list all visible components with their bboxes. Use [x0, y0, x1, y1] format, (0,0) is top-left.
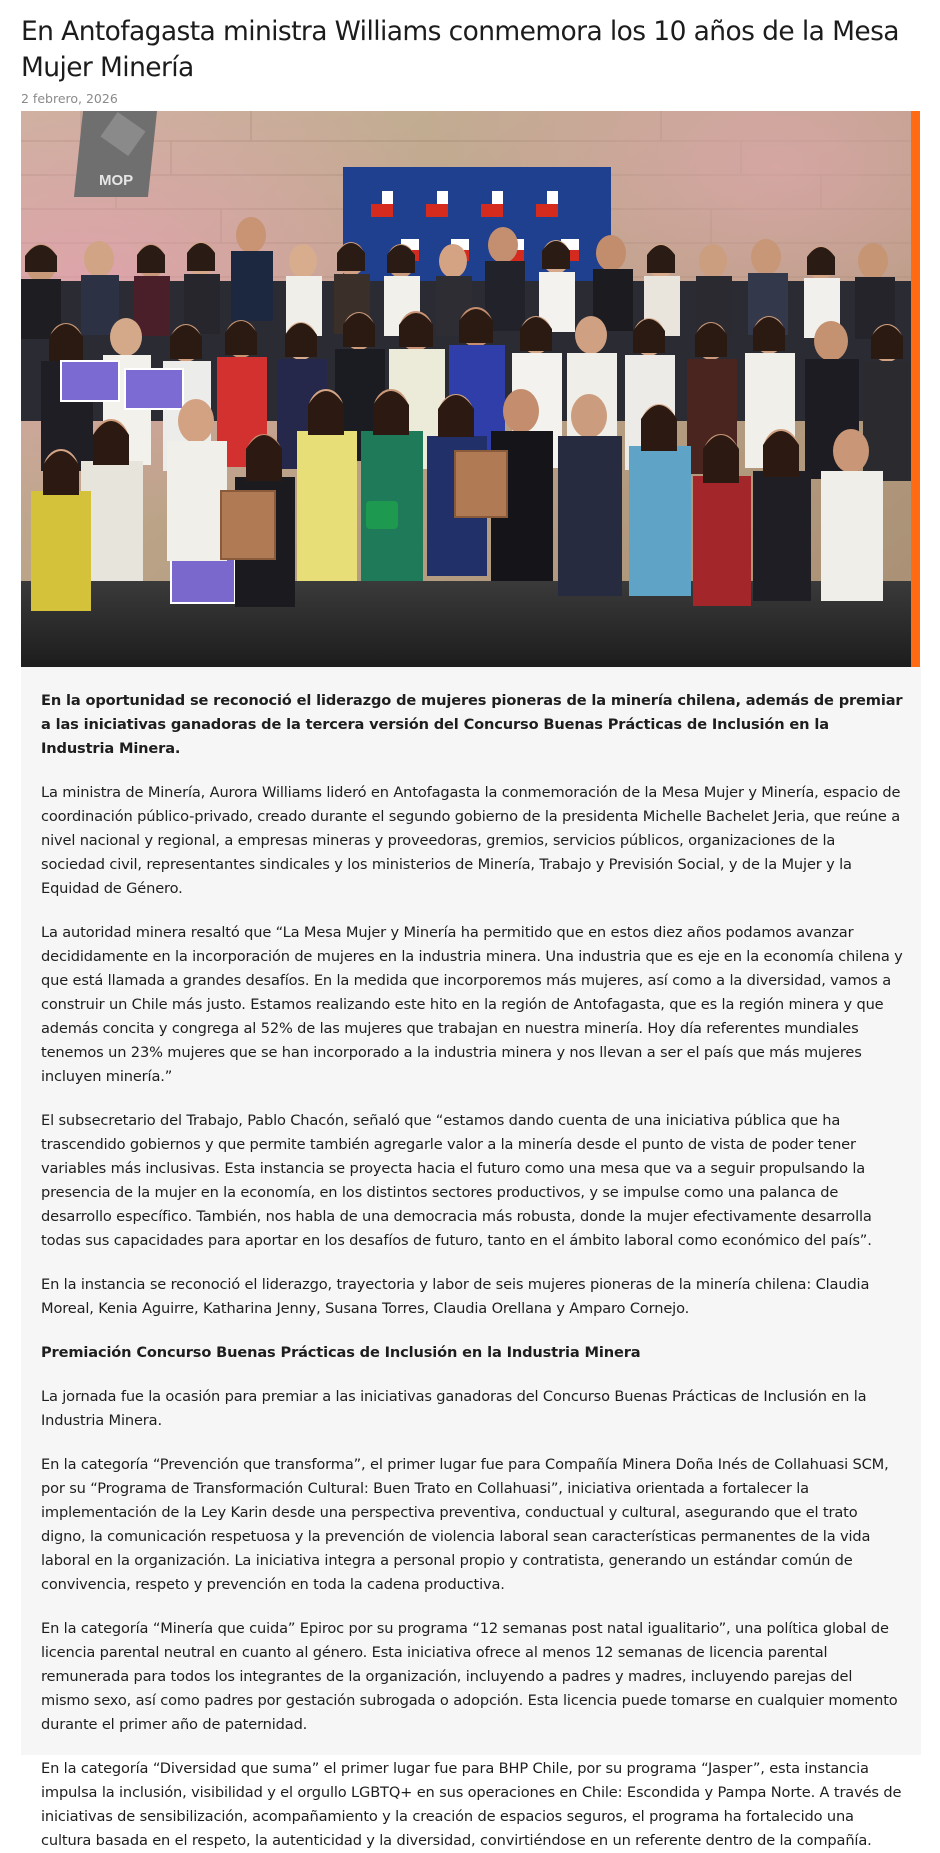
article-paragraph: La jornada fue la ocasión para premiar a las iniciativas ganadoras del Concurso Buenas Prácticas de Inclusión en la Industria Minera.	[41, 1388, 867, 1429]
article-body	[21, 667, 921, 1849]
article-paragraph: En la instancia se reconoció el liderazgo, trayectoria y labor de seis mujeres pioneras de la minería chilena: Claudia Moreal, Kenia Aguirre, Katharina Jenny, Susana Torres, Claudia Orellana y Amparo Cornejo.	[41, 1276, 870, 1317]
article-paragraph: En la categoría “Prevención que transforma”, el primer lugar fue para Compañía Minera Doña Inés de Collahuasi SCM, por su “Programa de Transformación Cultural: Buen Trato en Collahuasi”, iniciativa orientada a fortalecer la implementación de la Ley Karin desde una perspectiva preventiva, conductual y cultural, asegurando que el trato digno, la comunicación respetuosa y la prevención de violencia laboral sean características permanentes de la vida laboral en la organización. La iniciativa integra a personal propio y contratista, generando un estándar común de convivencia, respeto y prevención en toda la cadena productiva.	[41, 1456, 889, 1593]
article-paragraph: La autoridad minera resaltó que “La Mesa Mujer y Minería ha permitido que en estos diez años podamos avanzar decididamente en la incorporación de mujeres en la industria minera. Una industria que es eje en la economía chilena y que está llamada a grandes desafíos. En la medida que incorporemos más mujeres, así como a la diversidad, vamos a construir un Chile más justo. Estamos realizando este hito en la región de Antofagasta, que es la región minera y que además concita y congrega al 52% de las mujeres que trabajan en nuestra minería. Hoy día referentes mundiales tenemos un 23% mujeres que se han incorporado a la industria minera y nos llevan a ser el país que más mujeres incluyen minería.”	[41, 924, 903, 1085]
accent-bar	[911, 111, 920, 671]
article-photo	[21, 111, 911, 667]
article-lead: En la oportunidad se reconoció el liderazgo de mujeres pioneras de la minería chilena, además de premiar a las iniciativas ganadoras de la tercera versión del Concurso Buenas Prácticas de Inclusión en la Industria Minera.	[41, 692, 903, 757]
article-subheading: Premiación Concurso Buenas Prácticas de Inclusión en la Industria Minera	[41, 1344, 641, 1361]
article-date: 2 febrero, 2026	[21, 91, 118, 106]
article-paragraph: En la categoría “Diversidad que suma” el primer lugar fue para BHP Chile, por su programa “Jasper”, esta instancia impulsa la inclusión, visibilidad y el orgullo LGBTQ+ en sus operaciones en Chile: Escondida y Pampa Norte. A través de iniciativas de sensibilización, acompañamiento y la creación de espacios seguros, el programa ha fortalecido una cultura basada en el respeto, la autenticidad y la diversidad, convirtiéndose en un referente dentro de la compañía.	[41, 1760, 902, 1849]
mop-sign	[74, 111, 157, 197]
article-paragraph: El subsecretario del Trabajo, Pablo Chacón, señaló que “estamos dando cuenta de una iniciativa pública que ha trascendido gobiernos y que permite también agregarle valor a la minería desde el punto de vista de poder tener variables más inclusivas. Esta instancia se proyecta hacia el futuro como una mesa que va a seguir propulsando la presencia de la mujer en la economía, en los distintos sectores productivos, y se impulse como una palanca de desarrollo específico. También, nos habla de una democracia más robusta, donde la mujer efectivamente desarrolla todas sus capacidades para aportar en los desafíos de futuro, tanto en el ámbito laboral como económico del país”.	[41, 1112, 872, 1249]
article-paragraph: En la categoría “Minería que cuida” Epiroc por su programa “12 semanas post natal igualitario”, una política global de licencia parental neutral en cuanto al género. Esta iniciativa ofrece al menos 12 semanas de licencia parental remunerada para todos los integrantes de la organización, incluyendo a padres y madres, incluyendo parejas del mismo sexo, así como padres por gestación subrogada o adopción. Esta licencia puede tomarse en cualquier momento durante el primer año de paternidad.	[41, 1620, 898, 1733]
svg-text:MOP: MOP	[99, 172, 134, 189]
article-title: En Antofagasta ministra Williams conmemora los 10 años de la Mesa Mujer Minería	[21, 16, 899, 83]
article-paragraph: La ministra de Minería, Aurora Williams lideró en Antofagasta la conmemoración de la Mesa Mujer y Minería, espacio de coordinación público-privado, creado durante el segundo gobierno de la presidenta Michelle Bachelet Jeria, que reúne a nivel nacional y regional, a empresas mineras y proveedoras, gremios, servicios públicos, organizaciones de la sociedad civil, representantes sindicales y los ministerios de Minería, Trabajo y Previsión Social, y de la Mujer y la Equidad de Género.	[41, 784, 901, 897]
